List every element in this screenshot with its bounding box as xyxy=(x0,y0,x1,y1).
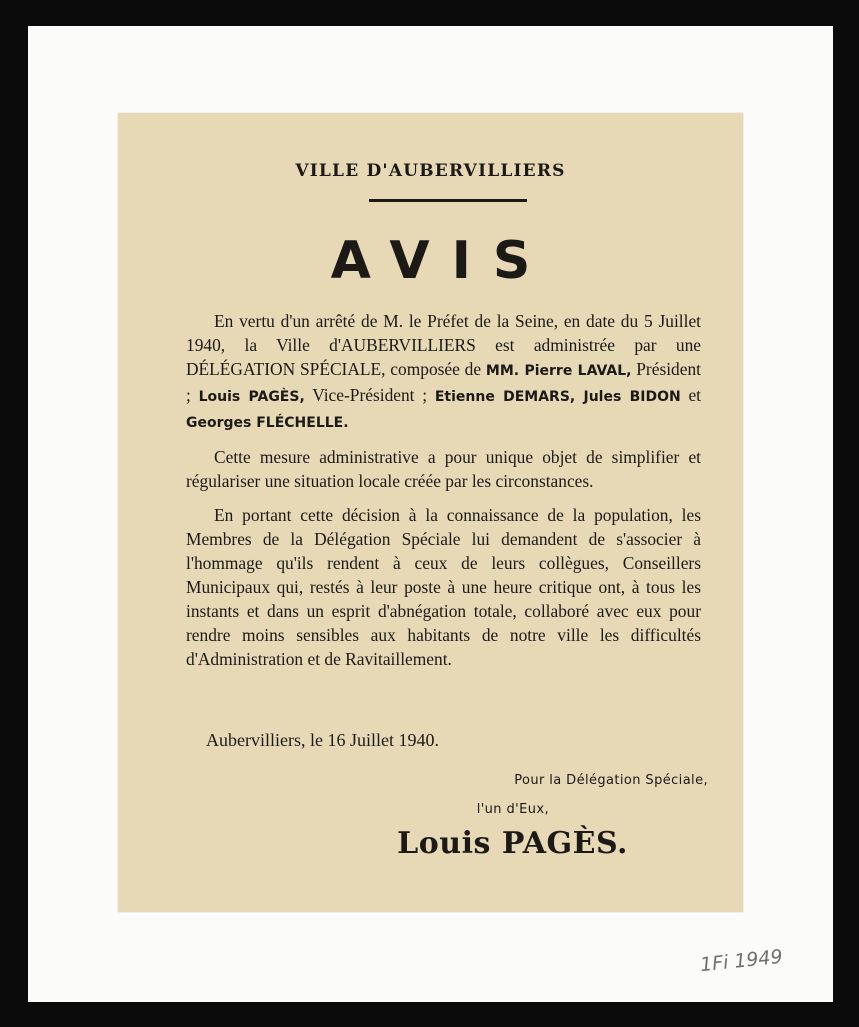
paragraph-2: Cette mesure administrative a pour unique objet de simplifier et régulariser une situation locale créée par les circonstances. xyxy=(186,447,701,491)
signature-role: l'un d'Eux, xyxy=(476,802,549,817)
signature-intro: Pour la Délégation Spéciale, xyxy=(514,773,708,788)
poster xyxy=(118,113,743,912)
notice-body xyxy=(186,309,701,681)
city-heading: VILLE D'AUBERVILLIERS xyxy=(295,161,566,181)
poster-title: AVIS xyxy=(330,231,553,291)
member-flechelle: Georges FLÉCHELLE. xyxy=(186,415,349,431)
signature-name: Louis PAGÈS. xyxy=(397,826,628,861)
heading-rule xyxy=(369,199,527,202)
members-demars-bidon: Etienne DEMARS, Jules BIDON xyxy=(434,389,681,405)
paragraph-3: En portant cette décision à la connaissance de la population, les Membres de la Délégation Spéciale lui demandent de s'associer à l'hommage qu'ils rendent à ceux de leurs collègues, Conseillers Municipaux qui, restés à leur poste à une heure critique ont, à tous les instants et dans un esprit d'abnégation totale, collaboré avec eux pour rendre moins sensibles aux habitants de notre ville les difficultés d'Administration et de Ravitaillement. xyxy=(186,505,701,669)
paragraph-1: En vertu d'un arrêté de M. le Préfet de la Seine, en date du 5 Juillet 1940, la Ville d'AUBERVILLIERS est administrée par une DÉLÉGATION SPÉCIALE, composée de MM. Pierre LAVAL, Président ; Louis PAGÈS, Vice-Président ; Etienne DEMARS, Jules BIDON et Georges FLÉCHELLE. xyxy=(186,311,702,431)
members-laval: MM. Pierre LAVAL, xyxy=(485,363,632,379)
archive-reference: 1Fi 1949 xyxy=(699,945,784,977)
dateline: Aubervilliers, le 16 Juillet 1940. xyxy=(206,730,439,750)
member-pages: Louis PAGÈS, xyxy=(198,389,305,405)
